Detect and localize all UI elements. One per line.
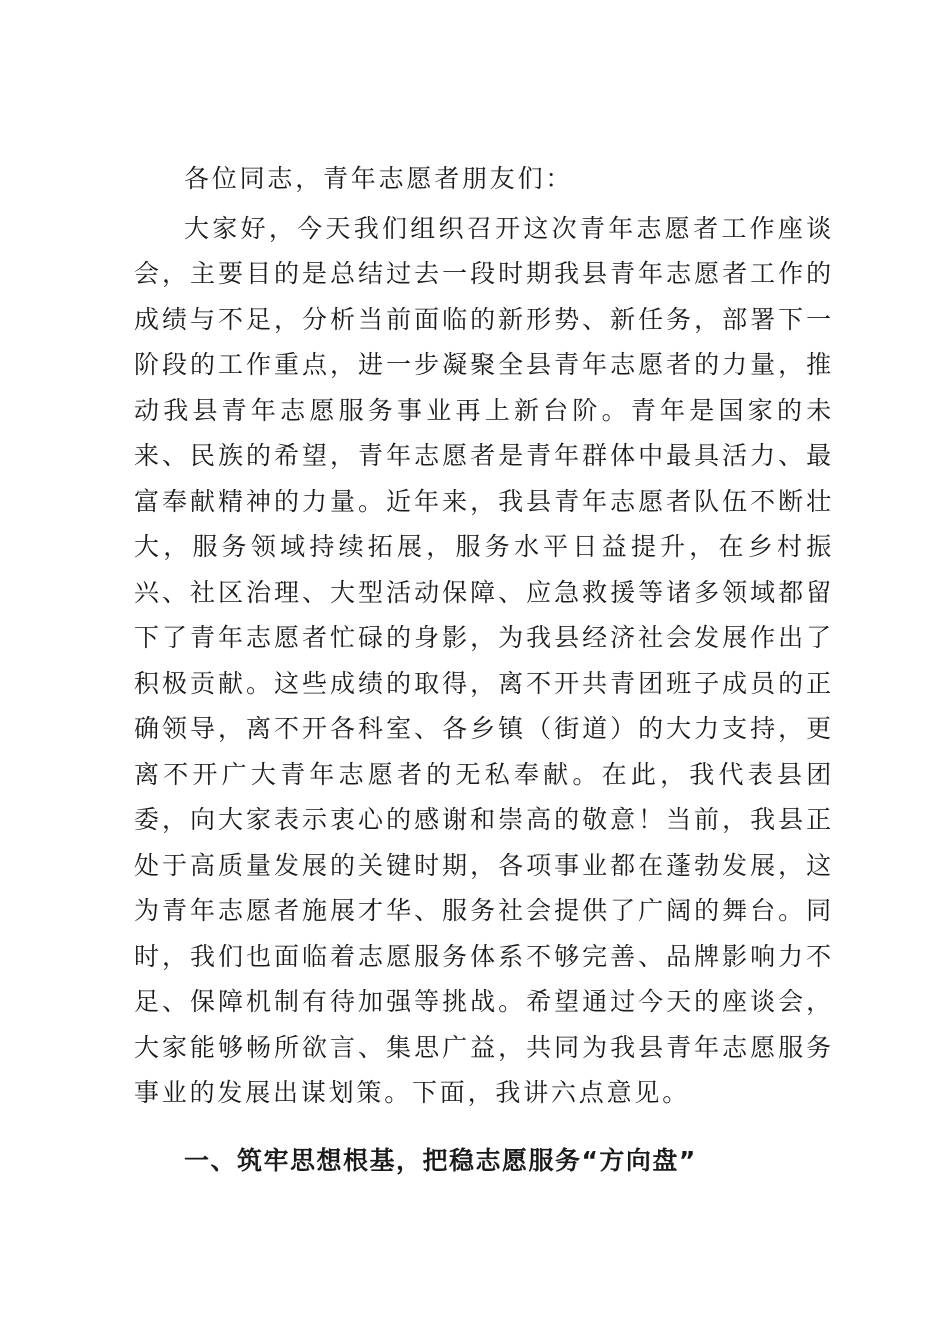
opening-paragraph: 大家好，今天我们组织召开这次青年志愿者工作座谈会，主要目的是总结过去一段时期我县青年志愿者工作的成绩与不足，分析当前面临的新形势、新任务，部署下一阶段的工作重点，进一步凝聚全县青年志愿者的力量，推动我县青年志愿服务事业再上新台阶。青年是国家的未来、民族的希望，青年志愿者是青年群体中最具活力、最富奉献精神的力量。近年来，我县青年志愿者队伍不断壮大，服务领域持续拓展，服务水平日益提升，在乡村振兴、社区治理、大型活动保障、应急救援等诸多领域都留下了青年志愿者忙碌的身影，为我县经济社会发展作出了积极贡献。这些成绩的取得，离不开共青团班子成员的正确领导，离不开各科室、各乡镇（街道）的大力支持，更离不开广大青年志愿者的无私奉献。在此，我代表县团委，向大家表示衷心的感谢和崇高的敬意！当前，我县正处于高质量发展的关键时期，各项事业都在蓬勃发展，这为青年志愿者施展才华、服务社会提供了广阔的舞台。同时，我们也面临着志愿服务体系不够完善、品牌影响力不足、保障机制有待加强等挑战。希望通过今天的座谈会，大家能够畅所欲言、集思广益，共同为我县青年志愿服务事业的发展出谋划策。下面，我讲六点意见。 xyxy=(134,213,834,1107)
document-body xyxy=(134,156,834,1183)
section-heading-1: 一、筑牢思想根基，把稳志愿服务“方向盘” xyxy=(184,1145,697,1175)
salutation: 各位同志，青年志愿者朋友们： xyxy=(184,164,574,193)
